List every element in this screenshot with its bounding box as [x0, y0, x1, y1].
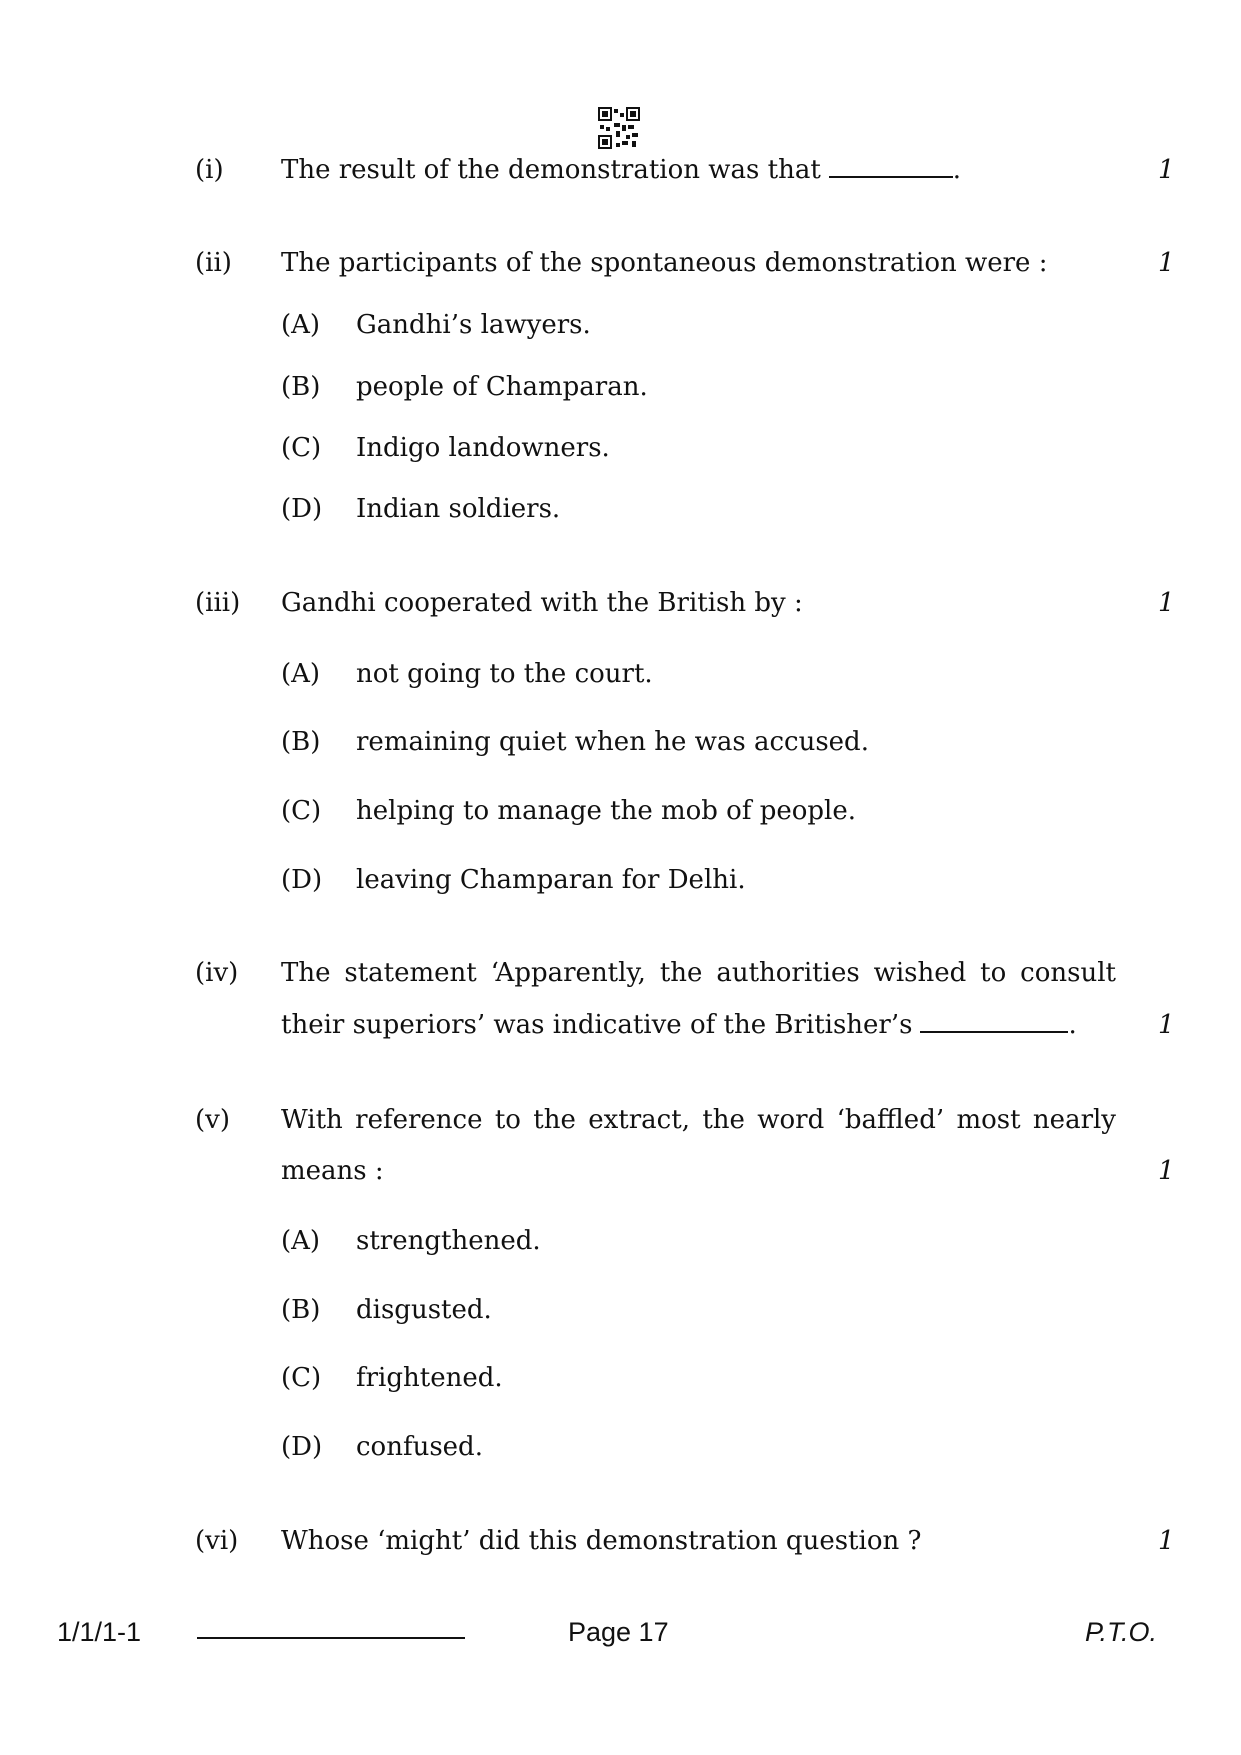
question-text-line1: The statement ‘Apparently, the authorities wished to consult — [281, 958, 1116, 988]
option-label: (A) — [281, 659, 321, 689]
question-text-line1: With reference to the extract, the word ‘baffled’ most nearly — [281, 1105, 1116, 1135]
option-label: (A) — [281, 1226, 321, 1256]
qr-code — [598, 107, 640, 149]
option-label: (C) — [281, 796, 322, 826]
option-text: Indigo landowners. — [356, 433, 610, 463]
option-text: people of Champaran. — [356, 372, 648, 402]
option-label: (B) — [281, 372, 321, 402]
question-text: The participants of the spontaneous demonstration were : — [281, 248, 1048, 278]
page-number: Page 17 — [568, 1617, 669, 1647]
marks: 1 — [1158, 155, 1175, 185]
option-label: (C) — [281, 1363, 322, 1393]
question-text-line2: their superiors’ was indicative of the Britisher’s . — [281, 1010, 1077, 1040]
question-number: (iii) — [195, 588, 241, 618]
footer-rule — [197, 1637, 465, 1639]
option-text: confused. — [356, 1432, 483, 1462]
option-label: (D) — [281, 494, 323, 524]
option-text: leaving Champaran for Delhi. — [356, 865, 746, 895]
option-label: (B) — [281, 727, 321, 757]
question-number: (i) — [195, 155, 224, 185]
question-number: (vi) — [195, 1526, 239, 1556]
marks: 1 — [1158, 248, 1175, 278]
marks: 1 — [1158, 588, 1175, 618]
question-text-line2: means : — [281, 1156, 384, 1186]
option-label: (C) — [281, 433, 322, 463]
question-number: (iv) — [195, 958, 239, 988]
option-label: (B) — [281, 1295, 321, 1325]
answer-blank — [829, 156, 953, 178]
option-text: helping to manage the mob of people. — [356, 796, 857, 826]
option-text: Indian soldiers. — [356, 494, 561, 524]
answer-blank — [920, 1011, 1068, 1033]
marks: 1 — [1158, 1526, 1175, 1556]
option-text: not going to the court. — [356, 659, 653, 689]
question-number: (ii) — [195, 248, 232, 278]
question-text: Gandhi cooperated with the British by : — [281, 588, 803, 618]
option-text: disgusted. — [356, 1295, 492, 1325]
marks: 1 — [1158, 1156, 1175, 1186]
option-text: Gandhi’s lawyers. — [356, 310, 591, 340]
marks: 1 — [1158, 1010, 1175, 1040]
question-number: (v) — [195, 1105, 230, 1135]
option-text: remaining quiet when he was accused. — [356, 727, 869, 757]
option-label: (D) — [281, 865, 323, 895]
question-text: The result of the demonstration was that . — [281, 155, 962, 185]
option-text: strengthened. — [356, 1226, 541, 1256]
pto-label: P.T.O. — [1085, 1617, 1158, 1647]
option-text: frightened. — [356, 1363, 503, 1393]
question-text: Whose ‘might’ did this demonstration question ? — [281, 1526, 922, 1556]
paper-code: 1/1/1-1 — [57, 1617, 142, 1647]
option-label: (D) — [281, 1432, 323, 1462]
option-label: (A) — [281, 310, 321, 340]
